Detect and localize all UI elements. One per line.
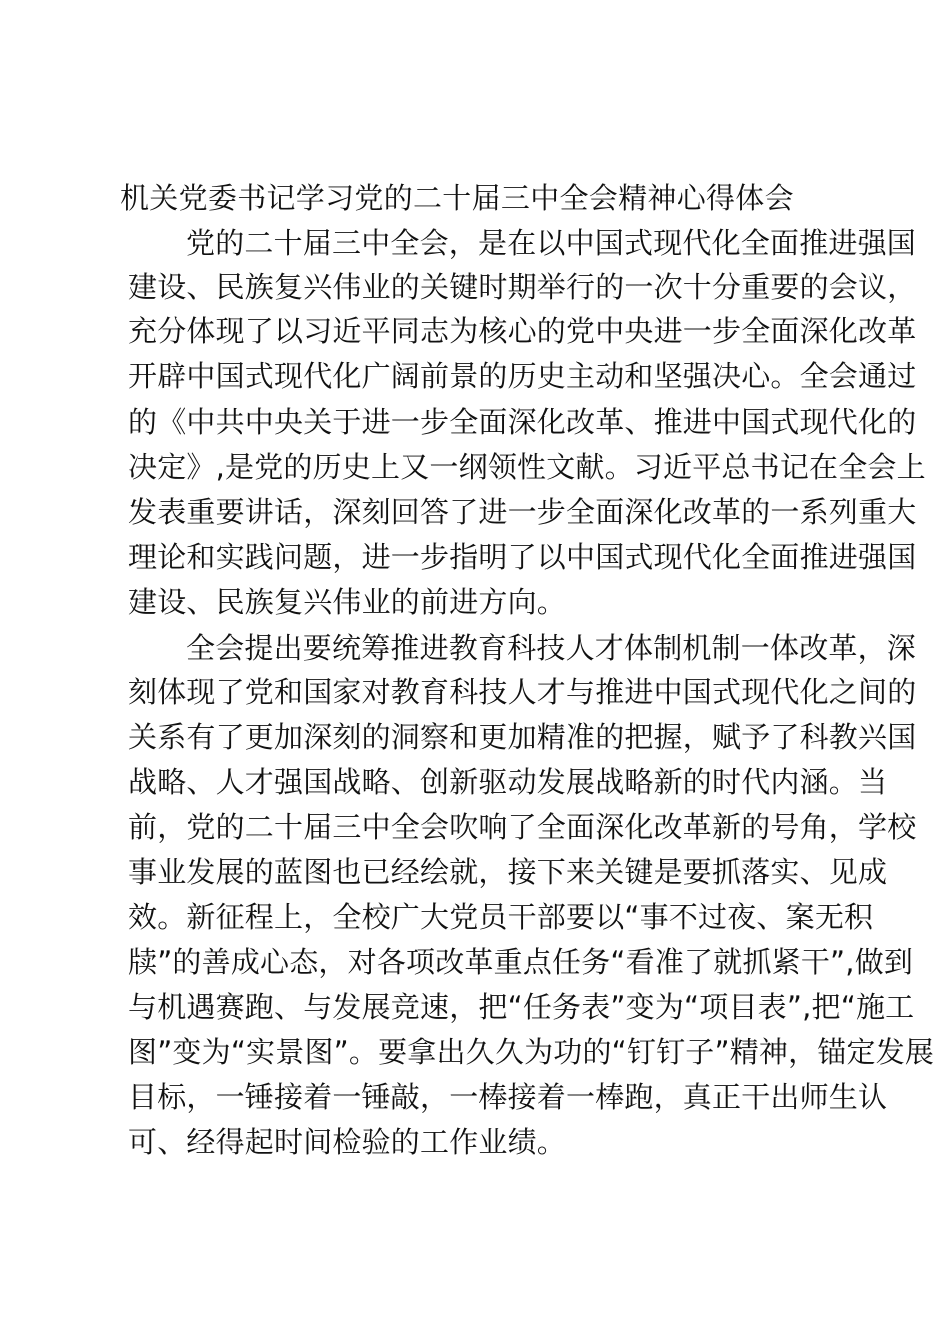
paragraph-line: 发表重要讲话，深刻回答了进一步全面深化改革的一系列重大 [128, 495, 917, 529]
paragraph-line: 效。新征程上，全校广大党员干部要以“事不过夜、案无积 [128, 900, 874, 934]
paragraph-line: 图”变为“实景图”。要拿出久久为功的“钉钉子”精神，锚定发展 [128, 1035, 935, 1069]
paragraph-line: 前，党的二十届三中全会吹响了全面深化改革新的号角，学校 [128, 810, 917, 844]
paragraph-line: 关系有了更加深刻的洞察和更加精准的把握，赋予了科教兴国 [128, 720, 917, 754]
paragraph-line: 建设、民族复兴伟业的关键时期举行的一次十分重要的会议， [128, 270, 917, 304]
paragraph-line: 目标，一锤接着一锤敲，一棒接着一棒跑，真正干出师生认 [128, 1080, 888, 1114]
paragraph-line: 的《中共中央关于进一步全面深化改革、推进中国式现代化的 [128, 405, 917, 439]
paragraph-line: 决定》,是党的历史上又一纲领性文献。习近平总书记在全会上 [128, 450, 926, 484]
paragraph-line: 牍”的善成心态，对各项改革重点任务“看准了就抓紧干”,做到 [128, 945, 914, 979]
paragraph-line: 可、经得起时间检验的工作业绩。 [128, 1125, 567, 1159]
paragraph-line: 充分体现了以习近平同志为核心的党中央进一步全面深化改革 [128, 314, 917, 348]
paragraph-line: 理论和实践问题，进一步指明了以中国式现代化全面推进强国 [128, 540, 917, 574]
paragraph-line: 全会提出要统筹推进教育科技人才体制机制一体改革，深 [186, 631, 917, 665]
paragraph-line: 刻体现了党和国家对教育科技人才与推进中国式现代化之间的 [128, 675, 917, 709]
paragraph-line: 党的二十届三中全会，是在以中国式现代化全面推进强国 [186, 226, 917, 260]
paragraph-line: 建设、民族复兴伟业的前进方向。 [128, 585, 567, 619]
document-title: 机关党委书记学习党的二十届三中全会精神心得体会 [120, 181, 794, 215]
paragraph-line: 战略、人才强国战略、创新驱动发展战略新的时代内涵。当 [128, 765, 888, 799]
paragraph-line: 开辟中国式现代化广阔前景的历史主动和坚强决心。全会通过 [128, 359, 917, 393]
paragraph-line: 事业发展的蓝图也已经绘就，接下来关键是要抓落实、见成 [128, 855, 888, 889]
paragraph-line: 与机遇赛跑、与发展竞速，把“任务表”变为“项目表”,把“施工 [128, 990, 915, 1024]
